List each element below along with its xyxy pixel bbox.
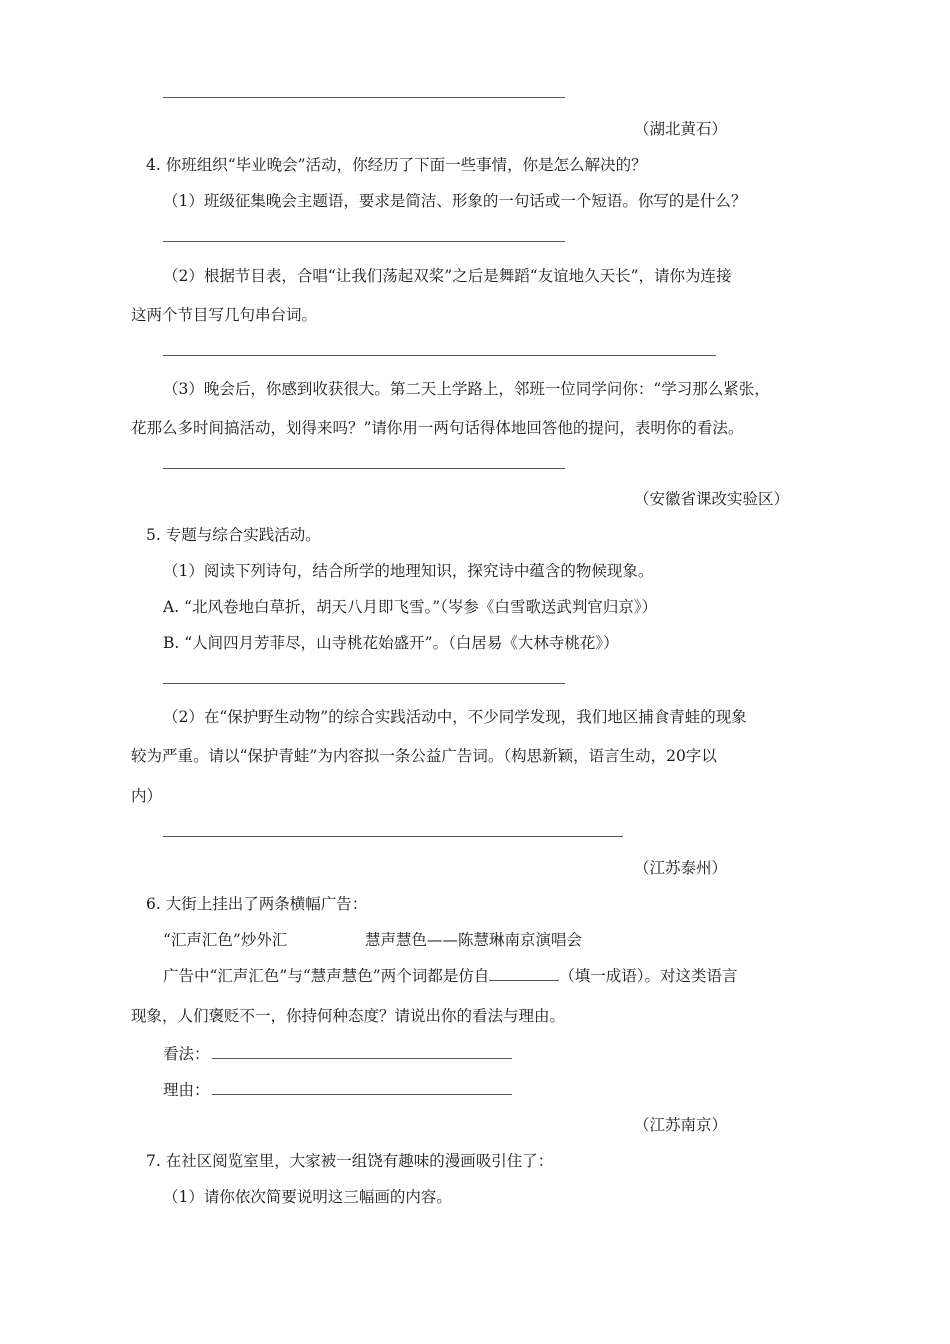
answer-line xyxy=(163,97,565,98)
fill-blank xyxy=(489,978,559,981)
question-4-part-2-line-2: 这两个节目写几句串台词。 xyxy=(131,306,318,324)
option-a: A. “北风卷地白草折，胡天八月即飞雪。”（岑参《白雪歌送武判官归京》） xyxy=(163,598,658,616)
question-5-part-2-line-2: 较为严重。请以“保护青蛙”为内容拟一条公益广告词。（构思新颖，语言生动，20字以 xyxy=(131,747,717,765)
question-5-part-2-line-3: 内） xyxy=(131,787,163,805)
reason-label: 理由： xyxy=(163,1081,210,1099)
question-6-line-1-text: 广告中“汇声汇色”与“慧声慧色”两个词都是仿自 xyxy=(163,967,490,985)
banner-ad-2: 慧声慧色——陈慧琳南京演唱会 xyxy=(365,931,583,949)
question-5-part-2-line-1: （2）在“保护野生动物”的综合实践活动中，不少同学发现，我们地区捕食青蛙的现象 xyxy=(163,708,747,726)
source-note: （江苏泰州） xyxy=(634,859,728,877)
question-4-part-3-line-2: 花那么多时间搞活动，划得来吗？”请你用一两句话得体地回答他的提问，表明你的看法。 xyxy=(131,419,744,437)
view-label: 看法： xyxy=(163,1045,210,1063)
question-4-stem: 4. 你班组织“毕业晚会”活动，你经历了下面一些事情，你是怎么解决的？ xyxy=(146,156,647,174)
question-6-stem: 6. 大街上挂出了两条横幅广告： xyxy=(146,895,368,913)
question-4-part-1: （1）班级征集晚会主题语，要求是简洁、形象的一句话或一个短语。你写的是什么？ xyxy=(163,192,747,210)
answer-line xyxy=(163,683,565,684)
question-4-part-2-line-1: （2）根据节目表，合唱“让我们荡起双桨”之后是舞蹈“友谊地久天长”，请你为连接 xyxy=(163,267,732,285)
answer-line xyxy=(163,836,623,837)
source-note: （安徽省课改实验区） xyxy=(634,490,790,508)
banner-ad-1: “汇声汇色”炒外汇 xyxy=(163,931,288,949)
answer-line xyxy=(163,355,716,356)
question-7-stem: 7. 在社区阅览室里，大家被一组饶有趣味的漫画吸引住了： xyxy=(146,1152,554,1170)
question-5-part-1: （1）阅读下列诗句，结合所学的地理知识，探究诗中蕴含的物候现象。 xyxy=(163,562,654,580)
view-row xyxy=(163,1044,512,1064)
view-answer-line xyxy=(212,1056,512,1059)
question-4-part-3-line-1: （3）晚会后，你感到收获很大。第二天上学路上，邻班一位同学问你：“学习那么紧张， xyxy=(163,380,770,398)
question-6-line-2: 现象，人们褒贬不一，你持何种态度？请说出你的看法与理由。 xyxy=(131,1007,566,1025)
answer-line xyxy=(163,468,565,469)
question-6-line-1 xyxy=(163,966,737,986)
question-5-stem: 5. 专题与综合实践活动。 xyxy=(146,526,321,544)
option-b: B. “人间四月芳菲尽，山寺桃花始盛开”。（白居易《大林寺桃花》） xyxy=(163,634,619,652)
question-7-part-1: （1）请你依次简要说明这三幅画的内容。 xyxy=(163,1188,452,1206)
source-note: （江苏南京） xyxy=(634,1116,728,1134)
question-6-line-1-tail: （填一成语）。对这类语言 xyxy=(559,967,738,985)
reason-answer-line xyxy=(212,1092,512,1095)
answer-line xyxy=(163,241,565,242)
source-note: （湖北黄石） xyxy=(634,120,728,138)
reason-row xyxy=(163,1080,512,1100)
